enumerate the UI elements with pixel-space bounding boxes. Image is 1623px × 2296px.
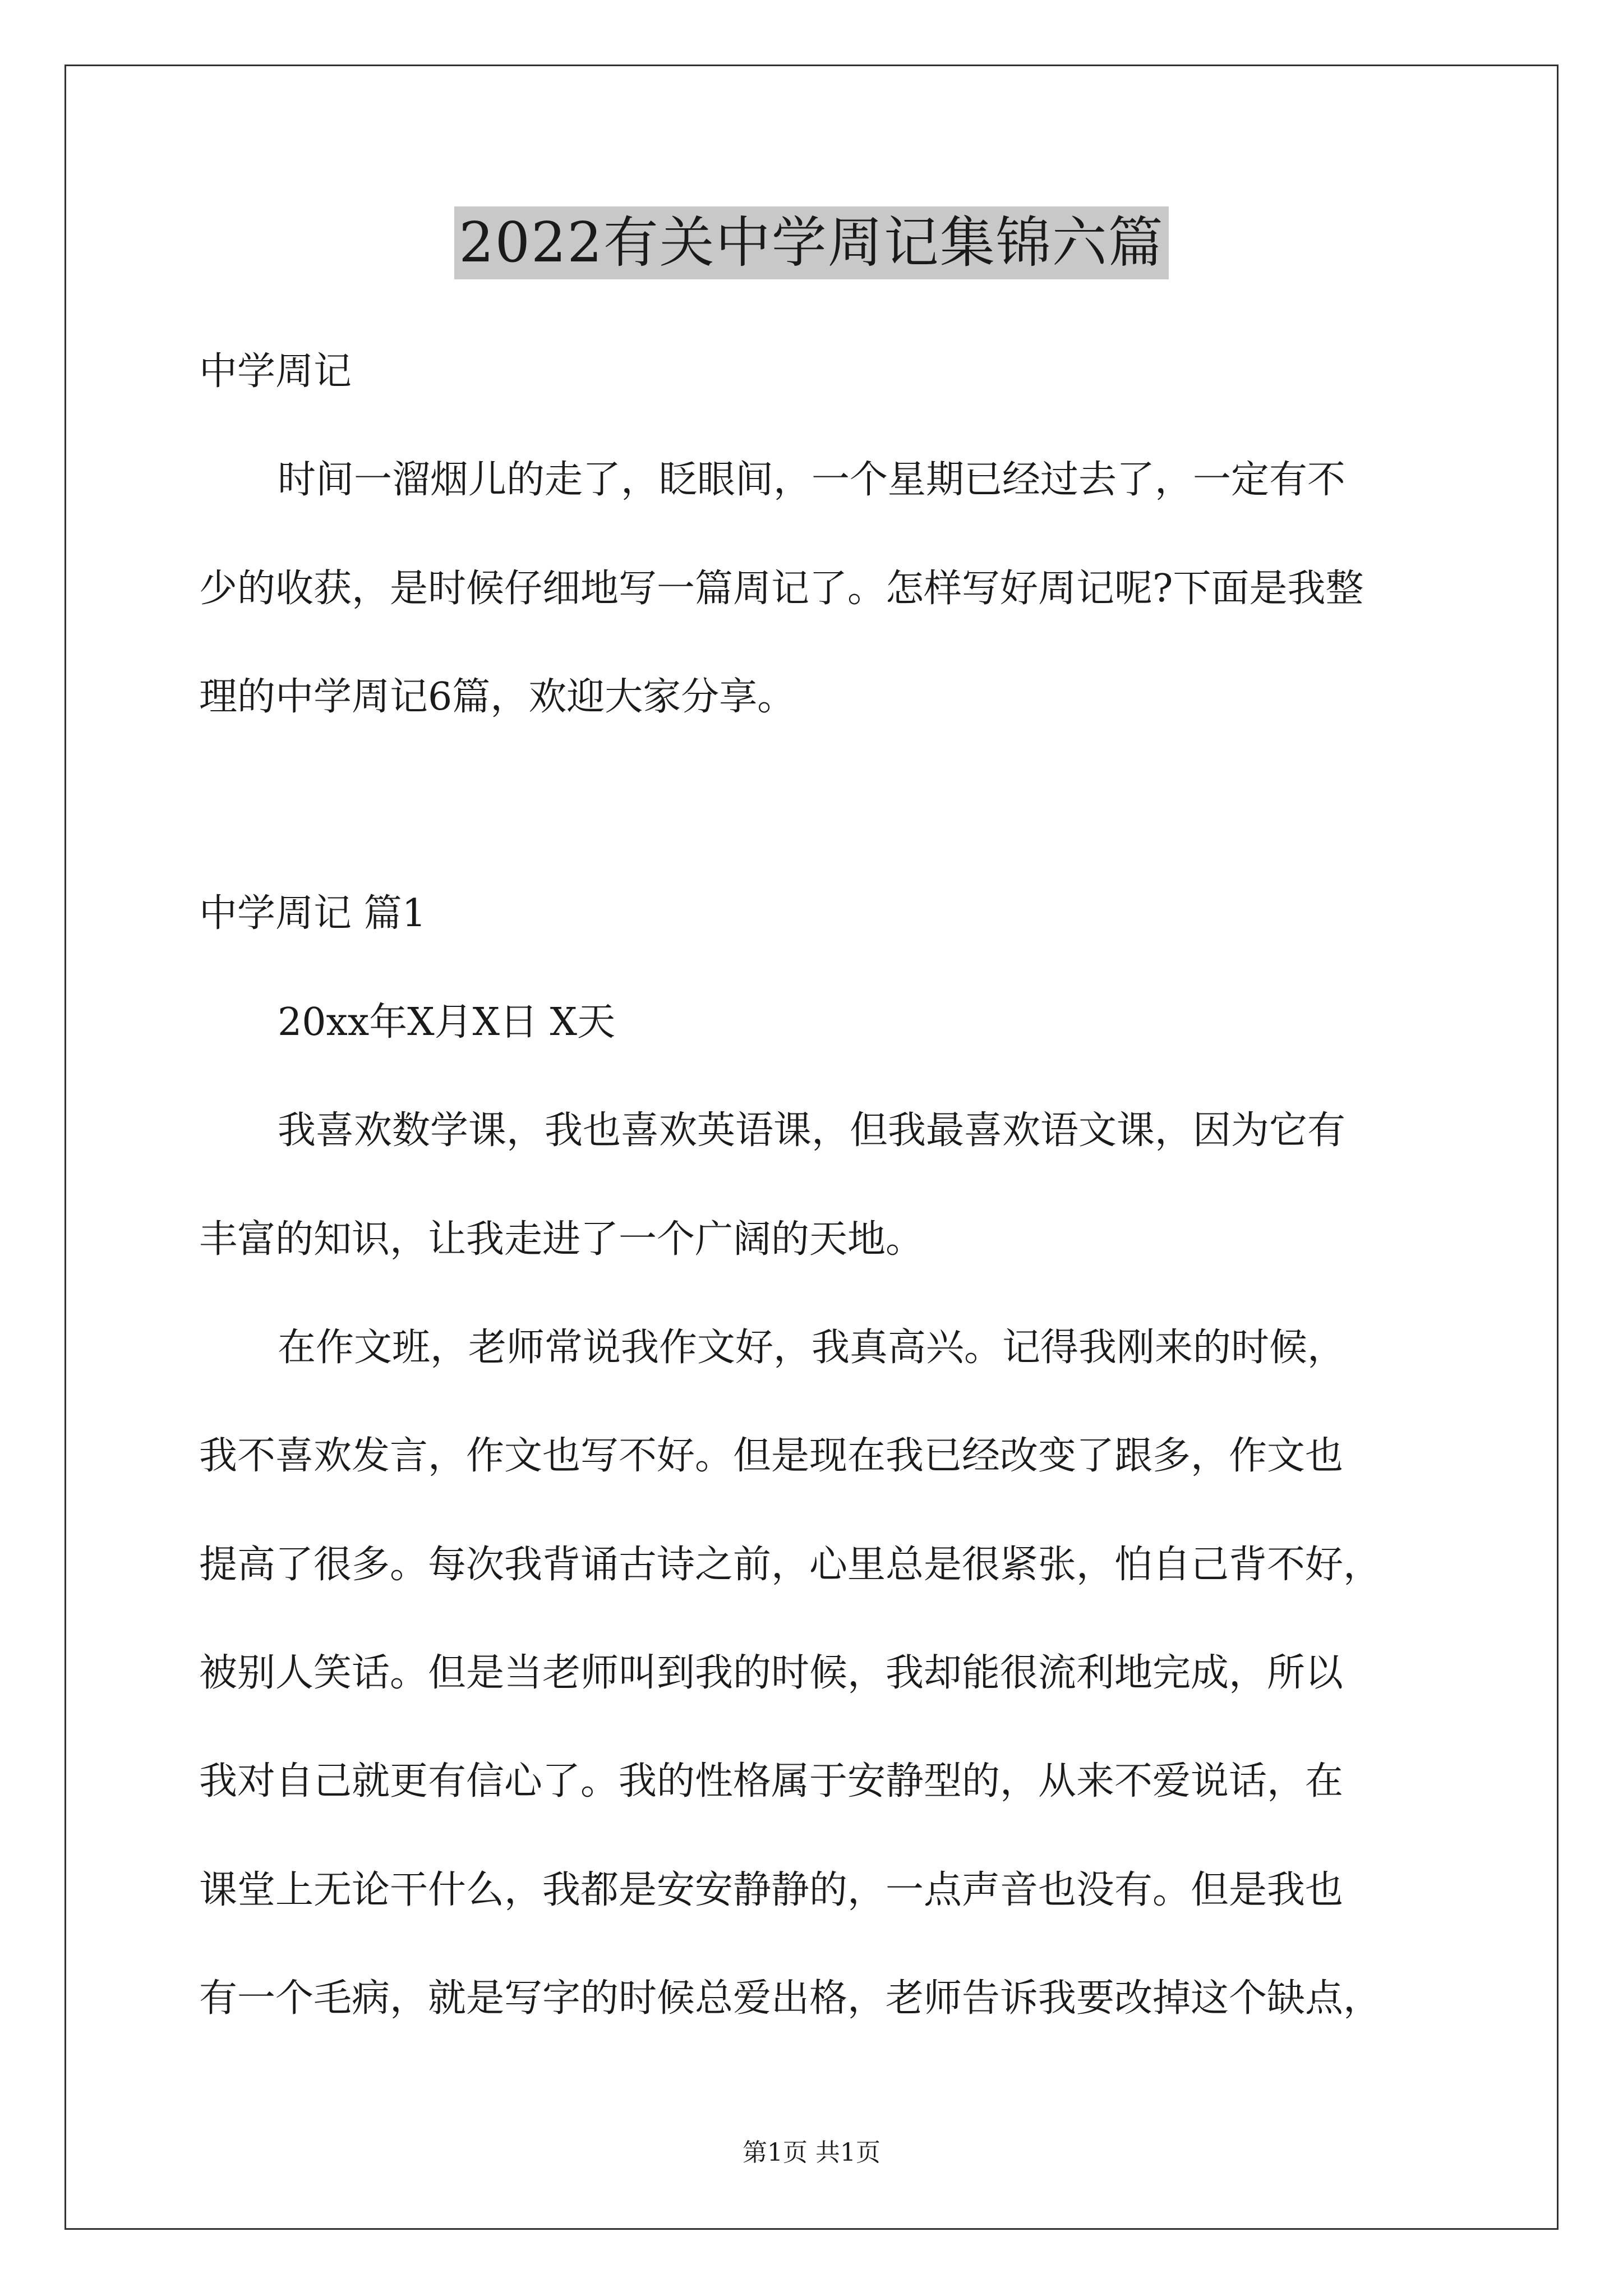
paragraph-line: 被别人笑话。但是当老师叫到我的时候，我却能很流利地完成，所以 <box>199 1651 1344 1695</box>
paragraph-line: 在作文班，老师常说我作文好，我真高兴。记得我刚来的时候， <box>278 1326 1346 1370</box>
article-date: 20xx年X月X日 X天 <box>278 1000 616 1045</box>
paragraph-line: 我对自己就更有信心了。我的性格属于安静型的，从来不爱说话，在 <box>199 1759 1344 1803</box>
paragraph-line: 有一个毛病，就是写字的时候总爱出格，老师告诉我要改掉这个缺点， <box>199 1976 1382 2021</box>
intro-line-3: 理的中学周记6篇，欢迎大家分享。 <box>199 675 796 719</box>
intro-line-1: 时间一溜烟儿的走了，眨眼间，一个星期已经过去了，一定有不 <box>278 458 1346 502</box>
paragraph-line: 提高了很多。每次我背诵古诗之前，心里总是很紧张，怕自己背不好， <box>199 1543 1382 1587</box>
section-heading: 中学周记 <box>199 349 352 394</box>
page-footer: 第1页 共1页 <box>743 2138 880 2167</box>
paragraph-line: 我不喜欢发言，作文也写不好。但是现在我已经改变了跟多，作文也 <box>199 1434 1344 1478</box>
article-heading: 中学周记 篇1 <box>199 891 426 936</box>
paragraph-line: 课堂上无论干什么，我都是安安静静的，一点声音也没有。但是我也 <box>199 1868 1344 1912</box>
document-title: 2022有关中学周记集锦六篇 <box>454 206 1168 279</box>
paragraph-line: 丰富的知识，让我走进了一个广阔的天地。 <box>199 1217 924 1262</box>
paragraph-line: 我喜欢数学课，我也喜欢英语课，但我最喜欢语文课，因为它有 <box>278 1108 1346 1153</box>
intro-line-2: 少的收获，是时候仔细地写一篇周记了。怎样写好周记呢?下面是我整 <box>199 567 1364 611</box>
title-container <box>0 206 1623 279</box>
